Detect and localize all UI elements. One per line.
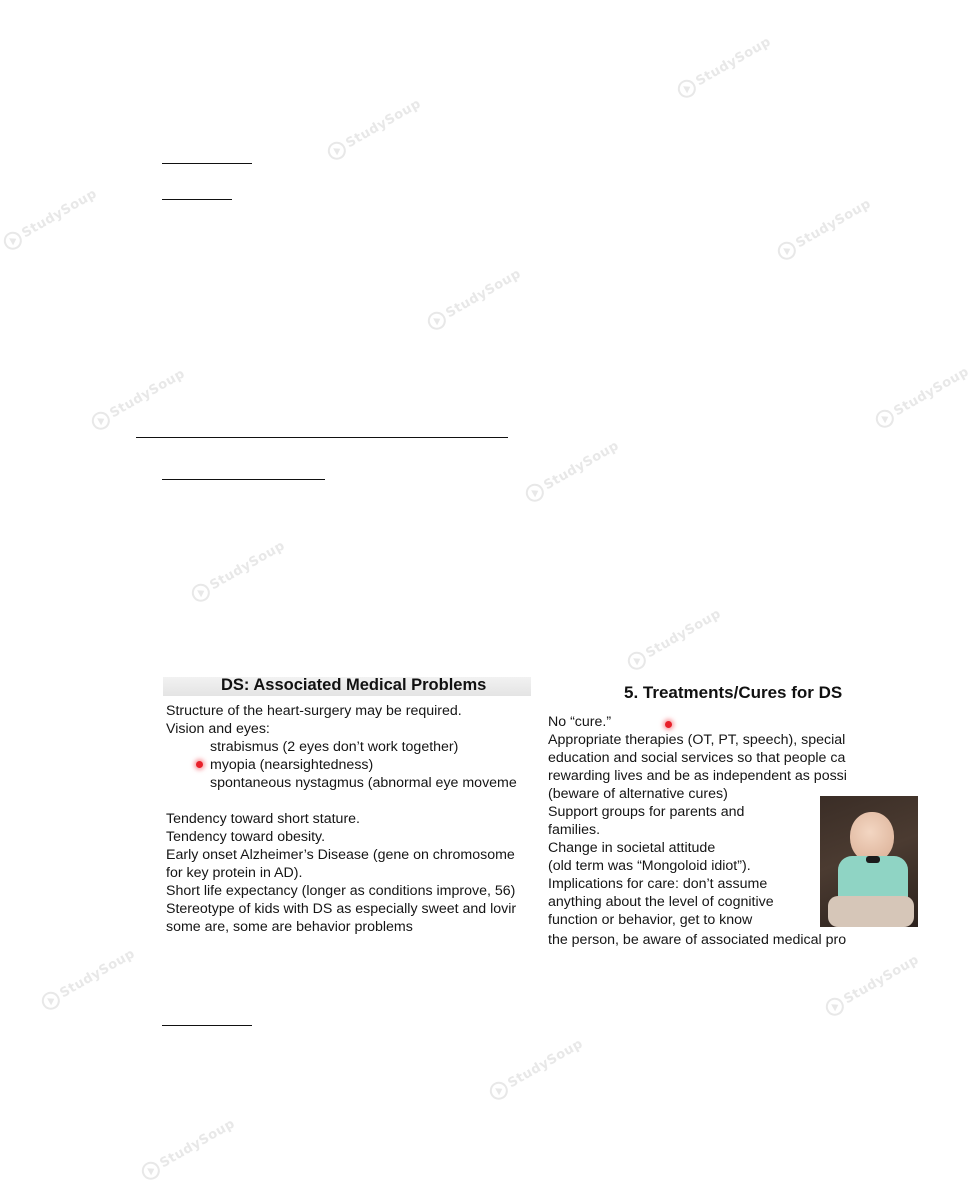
slide-line: Short life expectancy (longer as conditions improve, 56) (166, 883, 516, 899)
slide-line: No “cure.” (548, 714, 612, 730)
slide-line: education and social services so that people ca (548, 750, 846, 766)
watermark: StudySoup (823, 951, 923, 1019)
slide-line: some are, some are behavior problems (166, 919, 413, 935)
watermark: StudySoup (625, 605, 725, 673)
pointer-dot (196, 761, 203, 768)
slide-line: strabismus (2 eyes don’t work together) (210, 739, 459, 755)
watermark: StudySoup (139, 1115, 239, 1183)
slide-line: Appropriate therapies (OT, PT, speech), special (548, 732, 846, 748)
slide-line: (beware of alternative cures) (548, 786, 728, 802)
slide-line: function or behavior, get to know (548, 912, 753, 928)
slide-title: DS: Associated Medical Problems (221, 676, 487, 694)
slide-treatments-cures (545, 680, 918, 950)
watermark: StudySoup (39, 945, 139, 1013)
slide-line: rewarding lives and be as independent as possi (548, 768, 847, 784)
photo-bowtie (866, 856, 880, 863)
watermark: StudySoup (675, 33, 775, 101)
slide-line: Stereotype of kids with DS as especially sweet and lovir (166, 901, 517, 917)
slide-line: Tendency toward obesity. (166, 829, 326, 845)
slide-line: (old term was “Mongoloid idiot”). (548, 858, 751, 874)
photo-face (850, 812, 894, 862)
blank-heading-underline (162, 199, 232, 200)
slide-line: families. (548, 822, 601, 838)
watermark: StudySoup (873, 363, 972, 431)
slide-line: Early onset Alzheimer’s Disease (gene on chromosome (166, 847, 515, 863)
blank-heading-underline (162, 1025, 252, 1026)
watermark: StudySoup (523, 437, 623, 505)
slide-line: for key protein in AD). (166, 865, 303, 881)
slide-associated-medical-problems (163, 676, 531, 935)
baby-photo (820, 796, 918, 927)
slide-title: 5. Treatments/Cures for DS (624, 683, 843, 702)
watermark: StudySoup (487, 1035, 587, 1103)
watermark: StudySoup (89, 365, 189, 433)
slide-line: spontaneous nystagmus (abnormal eye moveme (210, 775, 517, 791)
blank-heading-underline (162, 163, 252, 164)
slide-line: Change in societal attitude (548, 840, 716, 856)
slide-line: Support groups for parents and (548, 804, 745, 820)
watermark: StudySoup (1, 185, 101, 253)
slide-line: myopia (nearsightedness) (210, 757, 374, 773)
slide-line: Tendency toward short stature. (166, 811, 360, 827)
slide-line: Implications for care: don’t assume (548, 876, 768, 892)
section-heading-underline (136, 437, 508, 438)
watermark: StudySoup (325, 95, 425, 163)
pointer-dot (665, 721, 672, 728)
slide-line: anything about the level of cognitive (548, 894, 774, 910)
blank-heading-underline (162, 479, 325, 480)
slide-line: the person, be aware of associated medical pro (548, 932, 847, 948)
watermark: StudySoup (775, 195, 875, 263)
watermark: StudySoup (425, 265, 525, 333)
photo-legs (828, 896, 914, 927)
slide-line: Structure of the heart-surgery may be required. (166, 703, 462, 719)
slide-line: Vision and eyes: (166, 721, 270, 737)
watermark: StudySoup (189, 537, 289, 605)
